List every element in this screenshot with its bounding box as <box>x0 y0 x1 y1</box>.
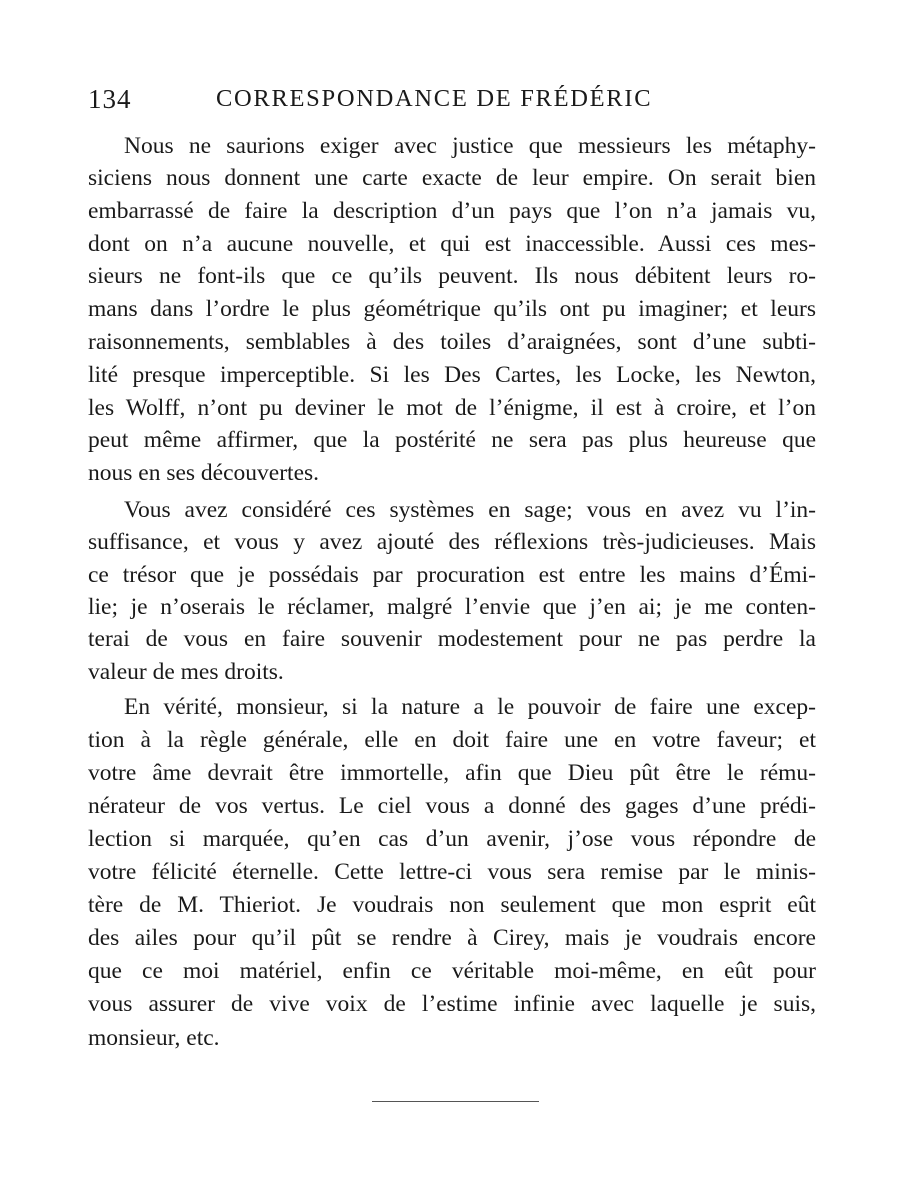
text-line: les Wolff, n’ont pu deviner le mot de l’énigme, il est à croire, et l’on <box>88 395 816 421</box>
text-line: lie; je n’oserais le réclamer, malgré l’envie que j’en ai; je me conten- <box>88 594 816 620</box>
text-line: terai de vous en faire souvenir modestement pour ne pas perdre la <box>88 626 816 652</box>
text-line: tère de M. Thieriot. Je voudrais non seulement que mon esprit eût <box>88 892 816 918</box>
text-line: tion à la règle générale, elle en doit faire une en votre faveur; et <box>88 727 816 753</box>
text-line: raisonnements, semblables à des toiles d’araignées, sont d’une subti- <box>88 329 816 355</box>
text-line: sieurs ne font-ils que ce qu’ils peuvent. Ils nous débitent leurs ro- <box>88 263 816 289</box>
text-line: mans dans l’ordre le plus géométrique qu’ils ont pu imaginer; et leurs <box>88 296 816 322</box>
text-line: lection si marquée, qu’en cas d’un avenir, j’ose vous répondre de <box>88 826 816 852</box>
text-line: vous assurer de vive voix de l’estime infinie avec laquelle je suis, <box>88 991 816 1017</box>
text-line: siciens nous donnent une carte exacte de leur empire. On serait bien <box>88 165 816 191</box>
text-line: valeur de mes droits. <box>88 659 284 685</box>
page-number: 134 <box>88 84 132 114</box>
text-line: embarrassé de faire la description d’un pays que l’on n’a jamais vu, <box>88 198 816 224</box>
text-line: dont on n’a aucune nouvelle, et qui est inaccessible. Aussi ces mes- <box>88 231 816 257</box>
running-head <box>88 82 828 116</box>
text-line: lité presque imperceptible. Si les Des Cartes, les Locke, les Newton, <box>88 362 816 388</box>
running-title: CORRESPONDANCE DE FRÉDÉRIC <box>216 85 653 112</box>
text-line: des ailes pour qu’il pût se rendre à Cirey, mais je voudrais encore <box>88 925 816 951</box>
text-line: votre félicité éternelle. Cette lettre-ci vous sera remise par le minis- <box>88 859 816 885</box>
text-line: Nous ne saurions exiger avec justice que messieurs les métaphy- <box>124 133 816 159</box>
text-line: Vous avez considéré ces systèmes en sage; vous en avez vu l’in- <box>124 497 816 523</box>
text-line: En vérité, monsieur, si la nature a le pouvoir de faire une excep- <box>124 694 816 720</box>
section-end-rule <box>372 1101 539 1102</box>
text-line: nérateur de vos vertus. Le ciel vous a donné des gages d’une prédi- <box>88 793 816 819</box>
text-line: monsieur, etc. <box>88 1025 220 1051</box>
text-line: peut même affirmer, que la postérité ne sera pas plus heureuse que <box>88 427 816 453</box>
text-line: nous en ses découvertes. <box>88 460 320 486</box>
text-line: votre âme devrait être immortelle, afin que Dieu pût être le rému- <box>88 760 816 786</box>
text-line: suffisance, et vous y avez ajouté des réflexions très-judicieuses. Mais <box>88 529 816 555</box>
text-line: que ce moi matériel, enfin ce véritable moi-même, en eût pour <box>88 958 816 984</box>
text-line: ce trésor que je possédais par procuration est entre les mains d’Émi- <box>88 562 816 588</box>
